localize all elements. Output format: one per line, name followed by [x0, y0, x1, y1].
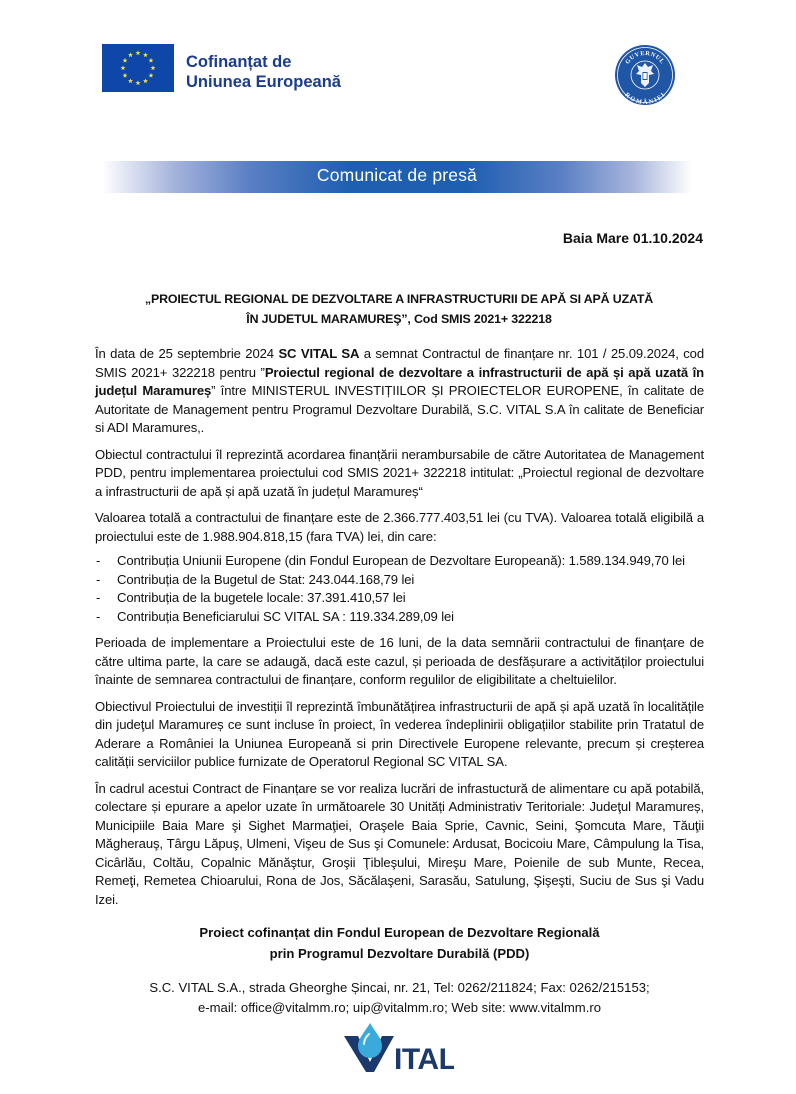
p1-project-name: Proiectul regional de dezvoltare a infrastructurii de apă și apă uzată în județul Maramureș: [95, 364, 705, 398]
contact-address-line: S.C. VITAL S.A., strada Gheorghe Șincai, nr. 21, Tel: 0262/211824; Fax: 0262/215153;: [149, 980, 650, 995]
contact-email-line: e-mail: office@vitalmm.ro; uip@vitalmm.ro; Web site: www.vitalmm.ro: [198, 1000, 601, 1015]
contribution-item: - Contribuția de la Bugetul de Stat: 243.044.168,79 lei: [95, 571, 704, 590]
eu-star-icon: [143, 52, 148, 57]
cofinance-line2: prin Programul Dezvoltare Durabilă (PDD): [269, 946, 530, 961]
paragraph-contract-object: Obiectul contractului îl reprezintă acordarea finanțării nerambursabile de către Autoritatea de Management PDD, pentru implementarea proiectului cod SMIS 2021+ 322218 intitulat: „Proiectul regional de dezvoltare a infrastructurii de apă și apă uzată în județul Maramureș“: [95, 446, 704, 499]
eu-star-icon: [149, 73, 154, 78]
eu-star-icon: [128, 52, 133, 57]
eu-star-icon: [128, 78, 133, 83]
paragraph-administrative-units: În cadrul acestui Contract de Finanțare se vor realiza lucrări de infrastuctură de alimentare cu apă potabilă, colectare și epurare a apelor uzate în următoarele 30 Unități Administrativ Teritoriale: Judeţul Maramureș, Municipiile Baia Mare şi Sighet Marmaţiei, Oraşele Baia Sprie, Cavnic, Seini, Şomcuta Mare, Tăuţii Măgherauş, Târgu Lăpuş, Ulmeni, Vişeu de Sus şi Comunele: Ardusat, Bocicoiu Mare, Câmpulung la Tisa, Cicârlău, Coltău, Copalnic Mănăştur, Groşii Ţibleşului, Mireşu Mare, Poienile de sub Munte, Recea, Remeţi, Remetea Chioarului, Rona de Jos, Săcălaşeni, Sarasău, Satulung, Şişeşti, Suciu de Sus şi Vadu Izei.: [95, 780, 704, 907]
svg-text:ROMÂNIEI: ROMÂNIEI: [623, 91, 667, 106]
eu-star-icon: [143, 78, 148, 83]
eu-star-icon: [149, 58, 154, 63]
romanian-government-seal: [614, 44, 676, 106]
eu-cofinance-label: [186, 52, 341, 92]
project-title-line1: „PROIECTUL REGIONAL DE DEZVOLTARE A INFRASTRUCTURII DE APĂ SI APĂ UZATĂ: [144, 292, 654, 306]
eu-cofinance-line2: Uniunea Europeană: [186, 73, 341, 91]
eu-star-icon: [123, 58, 128, 63]
press-release-banner: [102, 161, 692, 193]
contribution-item: - Contribuția Uniunii Europene (din Fondul European de Dezvoltare Europeană): 1.589.134.949,70 lei: [95, 552, 704, 571]
paragraph-contract-value: Valoarea totală a contractului de finanțare este de 2.366.777.403,51 lei (cu TVA). Valoarea totală eligibilă a proiectului este de 1.988.904.818,15 (fara TVA) lei, din care:: [95, 510, 704, 544]
project-title: [95, 289, 703, 329]
location-date: Baia Mare 01.10.2024: [562, 230, 703, 246]
contribution-item: - Contribuția Beneficiarului SC VITAL SA : 119.334.289,09 lei: [95, 608, 704, 627]
contribution-list: [95, 552, 704, 626]
eu-cofinance-line1: Cofinanțat de: [186, 53, 292, 71]
vital-logo-text: ITAL: [394, 1043, 454, 1074]
svg-text:GUVERNUL: GUVERNUL: [624, 49, 666, 66]
eu-star-icon: [136, 50, 141, 55]
paragraph-contract-signing: [95, 345, 704, 438]
eu-star-icon: [121, 65, 126, 70]
contact-info: [95, 978, 704, 1018]
eu-stars-icon: [102, 44, 174, 92]
paragraph-implementation-period: Perioada de implementare a Proiectului este de 16 luni, de la data semnării contractului de finanțare de către ultima parte, la care se adaugă, dacă este cazul, și perioada de desfășurare a activităților proiectului înainte de semnarea contractului de finanțare, conform regulilor de eligibilitate a cheltuielilor.: [95, 635, 704, 687]
p1-text-1: În data de 25 septembrie 2024: [95, 346, 279, 361]
eu-star-icon: [136, 80, 141, 85]
cofinance-statement: [95, 922, 704, 964]
vital-water-drop-logo-icon: [342, 1022, 454, 1074]
paragraph-project-objective: Obiectivul Proiectului de investiții îl reprezintă îmbunătățirea infrastructurii de apă și apă uzată în localitățile din judeţul Maramureș ce sunt incluse în proiect, în vederea îndeplinirii obligațiilor stabilite prin Tratatul de Aderare a României la Uniunea Europeană si prin Directivele Europene relevante, precum și creșterea calității serviciilor publice furnizate de Operatorul Regional SC VITAL SA.: [95, 698, 704, 769]
press-release-body: [95, 345, 704, 917]
eu-star-icon: [151, 65, 156, 70]
contribution-item: - Contribuția de la bugetele locale: 37.391.410,57 lei: [95, 589, 704, 608]
eu-star-icon: [123, 73, 128, 78]
cofinance-line1: Proiect cofinanțat din Fondul European de Dezvoltare Regională: [199, 925, 600, 940]
p1-text-3: ” între MINISTERUL INVESTIȚIILOR ȘI PROIECTELOR EUROPENE, în calitate de Autoritate de Management pentru Programul Dezvoltare Durabilă, S.C. VITAL S.A în calitate de Beneficiar si ADI Maramures,.: [95, 383, 704, 435]
vital-logo: [342, 1022, 454, 1074]
p1-company-name: SC VITAL SA: [278, 346, 360, 361]
banner-title: Comunicat de presă: [316, 165, 478, 185]
project-title-line2: ÎN JUDETUL MARAMUREŞ”, Cod SMIS 2021+ 322218: [246, 312, 552, 326]
gov-seal-icon: [614, 44, 676, 106]
p1-text-2: a semnat Contractul de finanțare nr. 101 / 25.09.2024, cod SMIS 2021+ 322218 pentru ”: [95, 346, 704, 380]
eu-flag-logo: [102, 44, 174, 92]
